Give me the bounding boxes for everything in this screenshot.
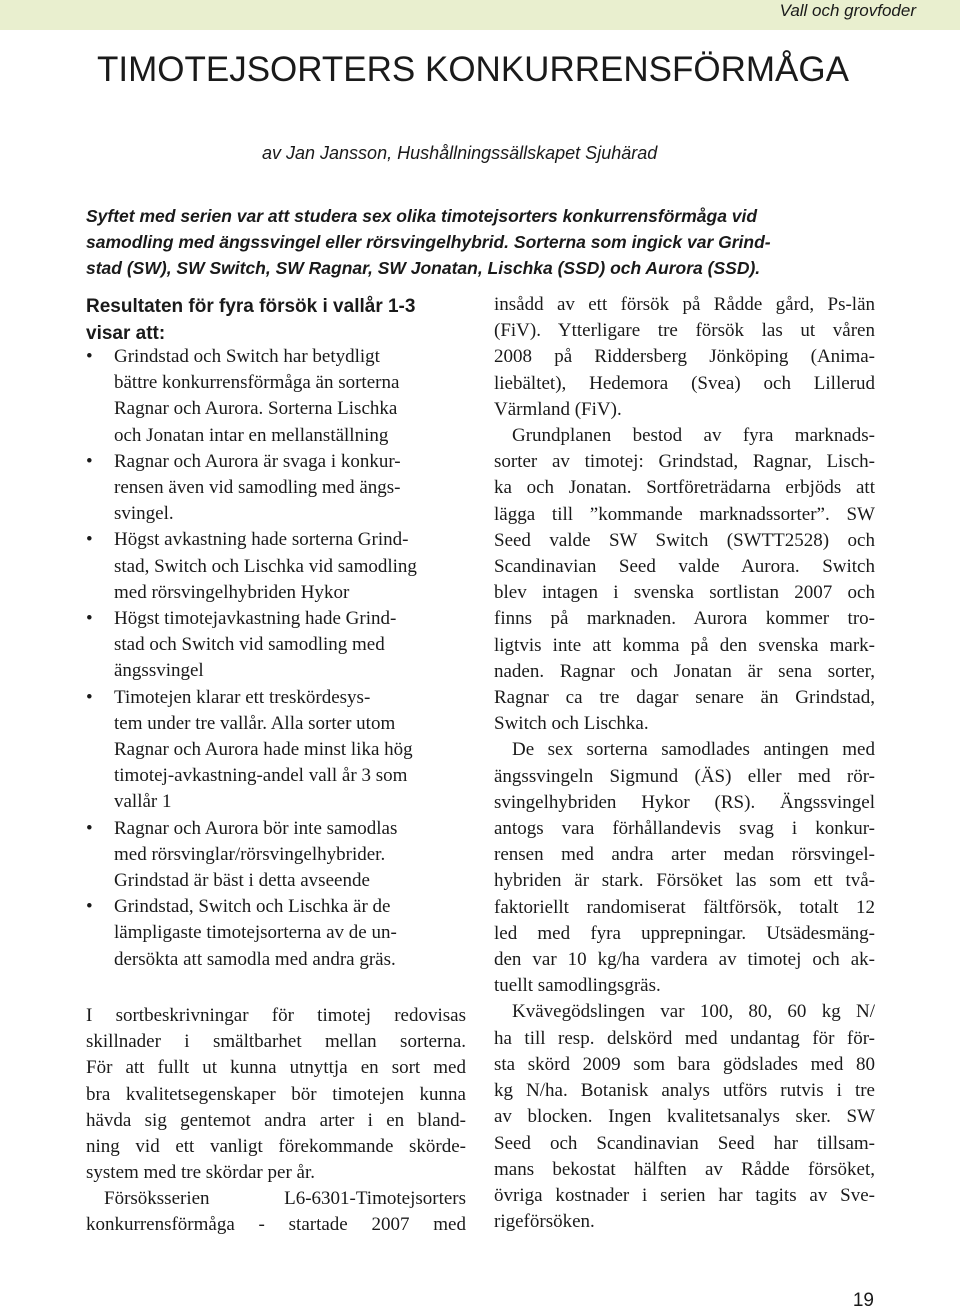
- result-bullet: [86, 816, 486, 895]
- result-bullet: [86, 894, 486, 973]
- text-line: av blocken. Ingen kvalitetsanalys sker. SW: [494, 1106, 875, 1128]
- text-line: ligtvis inte att komma på den svenska mark-: [494, 634, 875, 656]
- text-line: ängssvingeln Sigmund (ÄS) eller med rör-: [494, 765, 875, 787]
- text-line: Ragnar och Aurora hade minst lika hög: [114, 739, 413, 761]
- summary-line: stad (SW), SW Switch, SW Ragnar, SW Jonatan, Lischka (SSD) och Aurora (SSD).: [86, 258, 761, 278]
- article-author: av Jan Jansson, Hushållningssällskapet Sjuhärad: [262, 143, 658, 163]
- text-line: bra kvalitetsegenskaper bör timotejen kunna: [86, 1083, 466, 1105]
- text-line: tuellt samodlingsgräs.: [494, 975, 661, 997]
- text-line: Grindstad, Switch och Lischka är de: [114, 896, 391, 918]
- text-line: antogs vara förhållandevis svag i konkur-: [494, 818, 875, 840]
- text-line: blev intagen i svenska sortlistan 2007 och: [494, 582, 875, 604]
- text-line: De sex sorterna samodlades antingen med: [512, 739, 875, 761]
- text-line: Ragnar ca tre dagar senare än Grindstad,: [494, 687, 875, 709]
- bullet-icon: •: [86, 608, 93, 630]
- text-line: och Jonatan intar en mellanställning: [114, 424, 389, 446]
- text-line: Ragnar och Aurora. Sorterna Lischka: [114, 398, 398, 420]
- section-label: Vall och grovfoder: [779, 1, 916, 20]
- text-line: Försöksserien L6-6301-Timotejsorters: [104, 1188, 466, 1209]
- text-line: Ragnar och Aurora är svaga i konkur-: [114, 450, 401, 472]
- text-line: Ragnar och Aurora bör inte samodlas: [114, 817, 398, 839]
- text-line: lägga till ”kommande marknadssorter”. SW: [494, 503, 875, 525]
- right-paragraph: [494, 737, 875, 999]
- bullet-icon: •: [86, 896, 93, 918]
- text-line: faktoriellt randomiserat fältförsök, totalt 12: [494, 896, 875, 918]
- right-paragraph: [494, 999, 875, 1235]
- text-line: Högst avkastning hade sorterna Grind-: [114, 529, 409, 551]
- text-line: skillnader i smältbarhet mellan sorterna.: [86, 1031, 466, 1053]
- text-line: I sortbeskrivningar för timotej redovisas: [86, 1005, 466, 1026]
- text-line: Kvävegödslingen var 100, 80, 60 kg N/: [512, 1001, 875, 1023]
- text-line: hävda sig gentemot andra arter i en bland-: [86, 1109, 466, 1131]
- text-line: med rörsvingelhybriden Hykor: [114, 581, 350, 603]
- text-line: Grindstad och Switch har betydligt: [114, 346, 380, 367]
- text-line: insådd av ett försök på Rådde gård, Ps-län: [494, 294, 875, 315]
- text-line: kg N/ha. Botanisk analys utförs rutvis i tre: [494, 1080, 875, 1102]
- text-line: ängssvingel: [114, 660, 204, 682]
- text-line: svingel.: [114, 503, 174, 525]
- text-line: svingelhybriden Hykor (RS). Ängssvingel: [494, 791, 875, 813]
- text-line: konkurrensförmåga - startade 2007 med: [86, 1214, 466, 1236]
- text-line: naden. Ragnar och Jonatan är sena sorter,: [494, 660, 875, 682]
- bullet-icon: •: [86, 529, 93, 551]
- text-line: mans bekostat hälften av Rådde försöket,: [494, 1158, 875, 1180]
- right-paragraph: [494, 292, 875, 423]
- result-bullet: [86, 685, 486, 816]
- text-line: Grundplanen bestod av fyra marknads-: [512, 425, 875, 447]
- text-line: sorter av timotej: Grindstad, Ragnar, Lisch-: [494, 451, 875, 473]
- article-summary: [86, 203, 876, 281]
- results-heading-line: Resultaten för fyra försök i vallår 1-3: [86, 296, 416, 317]
- result-bullet: [86, 527, 486, 606]
- text-line: (FiV). Ytterligare tre försök las ut våren: [494, 320, 875, 342]
- text-line: system med tre skördar per år.: [86, 1162, 315, 1184]
- text-line: Seed och Scandinavian Seed har tillsam-: [494, 1132, 875, 1154]
- bullet-icon: •: [86, 450, 93, 472]
- summary-line: Syftet med serien var att studera sex olika timotejsorters konkurrensförmåga vid: [86, 206, 758, 226]
- left-paragraph-2: [86, 1186, 466, 1238]
- article-title: TIMOTEJSORTERS KONKURRENSFÖRMÅGA: [97, 50, 849, 89]
- text-line: led med fyra upprepningar. Utsädesmäng-: [494, 922, 875, 944]
- text-line: sta skörd 2009 som bara gödslades med 80: [494, 1053, 875, 1075]
- text-line: den var 10 kg/ha vardera av timotej och ak-: [494, 949, 875, 971]
- text-line: lämpligaste timotejsorterna av de un-: [114, 922, 397, 944]
- right-column: [494, 292, 875, 1235]
- text-line: bättre konkurrensförmåga än sorterna: [114, 372, 400, 394]
- text-line: Högst timotejavkastning hade Grind-: [114, 608, 397, 630]
- text-line: finns på marknaden. Aurora kommer tro-: [494, 608, 875, 630]
- text-line: ka och Jonatan. Sortföreträdarna erbjöds att: [494, 477, 875, 499]
- text-line: Scandinavian Seed valde Aurora. Switch: [494, 556, 875, 578]
- text-line: stad och Switch vid samodling med: [114, 634, 385, 656]
- text-line: ha till resp. delskörd med undantag för för-: [494, 1027, 875, 1049]
- text-line: För att fullt ut kunna utnyttja en sort med: [86, 1057, 466, 1079]
- text-line: med rörsvinglar/rörsvingelhybrider.: [114, 843, 386, 865]
- summary-line: samodling med ängssvingel eller rörsvingelhybrid. Sorterna som ingick var Grind-: [86, 232, 771, 252]
- text-line: rensen även vid samodling med ängs-: [114, 477, 401, 499]
- text-line: rensen med andra arter medan rörsvingel-: [494, 844, 875, 866]
- right-paragraph: [494, 423, 875, 737]
- left-paragraph: [86, 1003, 466, 1186]
- result-bullet: [86, 606, 486, 685]
- results-heading-line: visar att:: [86, 323, 166, 344]
- text-line: tem under tre vallår. Alla sorter utom: [114, 712, 396, 734]
- text-line: dersökta att samodla med andra gräs.: [114, 948, 396, 970]
- text-line: Seed valde SW Switch (SWTT2528) och: [494, 529, 875, 551]
- bullet-icon: •: [86, 346, 93, 367]
- bullet-icon: •: [86, 817, 93, 839]
- bullet-icon: •: [86, 686, 93, 708]
- text-line: timotej-avkastning-andel vall år 3 som: [114, 765, 408, 787]
- results-bullet-list: [86, 344, 486, 973]
- text-line: liebältet), Hedemora (Svea) och Lillerud: [494, 372, 875, 394]
- result-bullet: [86, 344, 486, 449]
- text-line: vallår 1: [114, 791, 172, 813]
- text-line: rigeförsöken.: [494, 1211, 595, 1233]
- text-line: ning vid ett vanligt förekommande skörde-: [86, 1136, 466, 1158]
- page-number: 19: [852, 1290, 874, 1311]
- text-line: Grindstad är bäst i detta avseende: [114, 870, 370, 892]
- text-line: Timotejen klarar ett treskördesys-: [114, 686, 371, 708]
- text-line: Värmland (FiV).: [494, 398, 622, 420]
- text-line: Switch och Lischka.: [494, 713, 649, 735]
- text-line: hybriden är stark. Försöket las som ett två-: [494, 870, 875, 892]
- results-heading: [86, 293, 415, 347]
- result-bullet: [86, 449, 486, 528]
- text-line: övriga kostnader i serien har tagits av Sve-: [494, 1184, 875, 1206]
- text-line: 2008 på Riddersberg Jönköping (Anima-: [494, 346, 875, 368]
- text-line: stad, Switch och Lischka vid samodling: [114, 555, 417, 577]
